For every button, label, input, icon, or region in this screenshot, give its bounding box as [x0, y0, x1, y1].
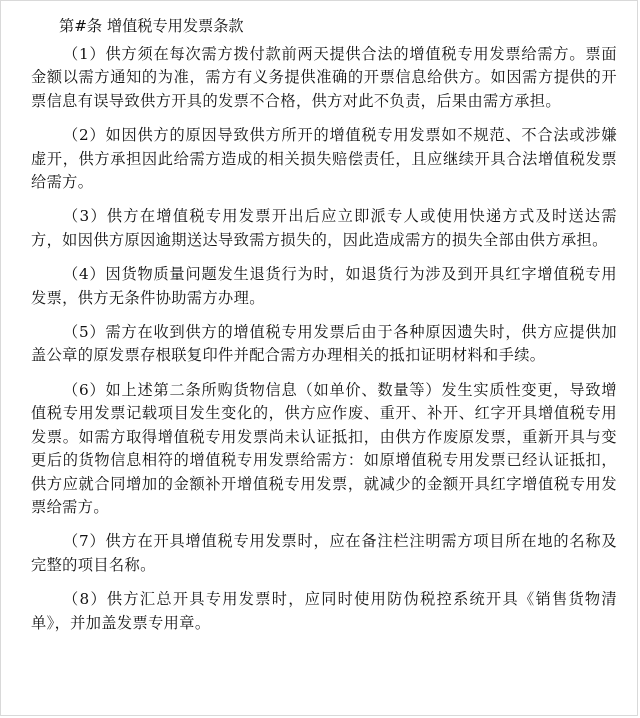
clause-item-8: （8）供方汇总开具专用发票时，应同时使用防伪税控系统开具《销售货物清单》，并加盖发票专用章。: [31, 590, 617, 632]
clause-item-2: （2）如因供方的原因导致供方所开的增值税专用发票如不规范、不合法或涉嫌虚开，供方承担因此给需方造成的相关损失赔偿责任，且应继续开具合法增值税发票给需方。: [31, 126, 617, 192]
clause-item-1: （1）供方须在每次需方拨付款前两天提供合法的增值税专用发票给需方。票面金额以需方通知的为准，需方有义务提供准确的开票信息给供方。如因需方提供的开票信息有误导致供方开具的发票不合格，供方对此不负责，后果由需方承担。: [31, 45, 617, 110]
clause-item-3: （3）供方在增值税专用发票开出后应立即派专人或使用快递方式及时送达需方，如因供方原因逾期送达导致需方损失的，因此造成需方的损失全部由供方承担。: [31, 207, 617, 249]
clause-item-5: （5）需方在收到供方的增值税专用发票后由于各种原因遗失时，供方应提供加盖公章的原发票存根联复印件并配合需方办理相关的抵扣证明材料和手续。: [31, 323, 617, 365]
clause-heading: 第#条 增值税专用发票条款: [59, 17, 244, 35]
clause-item-4: （4）因货物质量问题发生退货行为时，如退货行为涉及到开具红字增值税专用发票，供方无条件协助需方办理。: [31, 265, 617, 307]
clause-item-6: （6）如上述第二条所购货物信息（如单价、数量等）发生实质性变更，导致增值税专用发票记载项目发生变化的，供方应作废、重开、补开、红字开具增值税专用发票。如需方取得增值税专用发票尚未认证抵扣，由供方作废原发票，重新开具与变更后的货物信息相符的增值税专用发票给需方：如原增值税专用发票已经认证抵扣，供方应就合同增加的金额补开增值税专用发票，就减少的金额开具红字增值税专用发票给需方。: [31, 380, 617, 516]
clause-item-7: （7）供方在开具增值税专用发票时，应在备注栏注明需方项目所在地的名称及完整的项目名称。: [31, 532, 617, 574]
document-body: [31, 9, 617, 646]
